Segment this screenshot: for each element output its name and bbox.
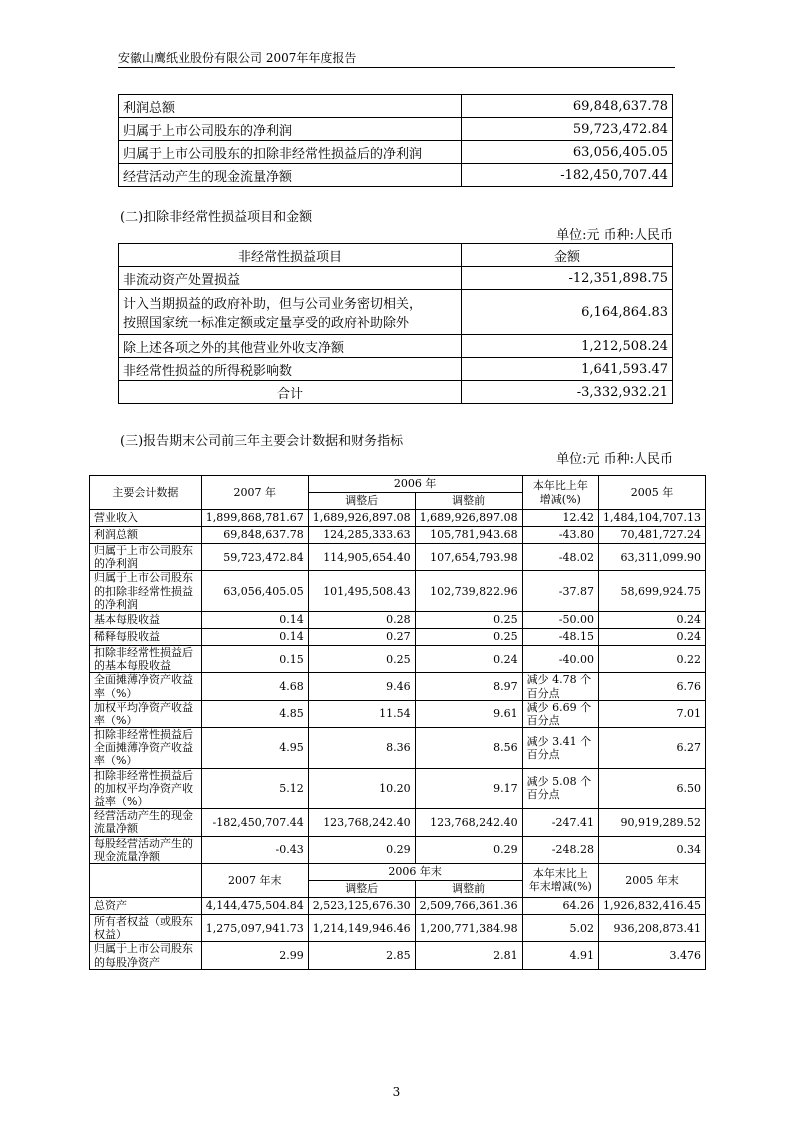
col-header-2005: 2005 年 [599, 476, 706, 510]
row-value: 6,164,864.83 [462, 290, 673, 335]
page-number: 3 [392, 1085, 401, 1099]
table-header [119, 244, 673, 267]
value-change: 12.42 [522, 510, 598, 527]
value-2007: 1,899,868,781.67 [201, 510, 308, 527]
value-2005: 58,699,924.75 [599, 571, 706, 612]
value-2006-before: 1,689,926,897.08 [415, 510, 522, 527]
row-value: 59,723,472.84 [462, 118, 673, 141]
table-row [90, 673, 706, 700]
change-header-line2: 增减(%) [539, 492, 581, 506]
table-row [90, 527, 706, 544]
table-row [90, 809, 706, 836]
value-2006-before: 123,768,242.40 [415, 809, 522, 836]
value-2006-adjusted: 1,689,926,897.08 [308, 510, 415, 527]
row-value: 69,848,637.78 [462, 95, 673, 118]
table-header [90, 476, 706, 493]
table-row [90, 544, 706, 571]
value-2006-adjusted: 0.28 [308, 611, 415, 628]
row-label: 归属于上市公司股东的扣除非经常性损益后的净利润 [119, 141, 462, 164]
value-2007: 63,056,405.05 [201, 571, 308, 612]
row-label: 所有者权益（或股东权益） [90, 914, 202, 941]
table-row [119, 358, 673, 381]
table-row [90, 611, 706, 628]
row-label: 扣除非经常性损益后的加权平均净资产收益率（%） [90, 768, 202, 809]
value-2005: 0.24 [599, 628, 706, 645]
value-2006-adjusted: 114,905,654.40 [308, 544, 415, 571]
value-2006-before: 8.56 [415, 728, 522, 769]
row-label: 全面摊薄净资产收益率（%） [90, 673, 202, 700]
col-header-2007: 2007 年 [201, 476, 308, 510]
table-row [90, 571, 706, 612]
value-2007: 1,275,097,941.73 [201, 914, 308, 941]
row-label: 利润总额 [119, 95, 462, 118]
row-label: 归属于上市公司股东的每股净资产 [90, 942, 202, 969]
value-2007: 4.95 [201, 728, 308, 769]
value-2007: 59,723,472.84 [201, 544, 308, 571]
value-change: -247.41 [522, 809, 598, 836]
table-row [119, 118, 673, 141]
col-header-before-adjust: 调整前 [415, 493, 522, 510]
row-label: 基本每股收益 [90, 611, 202, 628]
value-2005: 70,481,727.24 [599, 527, 706, 544]
row-value: -182,450,707.44 [462, 164, 673, 187]
change-end-header-line1: 本年末比上 [532, 867, 588, 881]
value-change: 减少 5.08 个百分点 [522, 768, 598, 809]
value-2005: 936,208,873.41 [599, 914, 706, 941]
value-change: 减少 4.78 个百分点 [522, 673, 598, 700]
table-row [90, 836, 706, 863]
value-2006-before: 102,739,822.96 [415, 571, 522, 612]
table-header [90, 863, 706, 880]
total-value: -3,332,932.21 [462, 381, 673, 404]
value-2007: -0.43 [201, 836, 308, 863]
value-2006-before: 0.25 [415, 628, 522, 645]
row-value: -12,351,898.75 [462, 267, 673, 290]
value-2007: -182,450,707.44 [201, 809, 308, 836]
value-2007: 5.12 [201, 768, 308, 809]
table-row [119, 95, 673, 118]
value-change: -48.15 [522, 628, 598, 645]
page-header: 安徽山鹰纸业股份有限公司 2007年年度报告 [118, 51, 357, 65]
row-label-line2: 按照国家统一标准定额或定量享受的政府补助除外 [123, 316, 410, 331]
value-2006-adjusted: 1,214,149,946.46 [308, 914, 415, 941]
table-row [90, 768, 706, 809]
value-2007: 69,848,637.78 [201, 527, 308, 544]
value-2006-adjusted: 123,768,242.40 [308, 809, 415, 836]
row-label: 非经常性损益的所得税影响数 [119, 358, 462, 381]
value-2006-before: 0.29 [415, 836, 522, 863]
col-header-change-end [522, 863, 598, 897]
value-2007: 4.85 [201, 700, 308, 727]
row-label: 加权平均净资产收益率（%） [90, 700, 202, 727]
value-2007: 4.68 [201, 673, 308, 700]
table-row [90, 510, 706, 527]
value-2006-adjusted: 11.54 [308, 700, 415, 727]
table-row [90, 645, 706, 672]
value-2007: 4,144,475,504.84 [201, 897, 308, 914]
row-label: 稀释每股收益 [90, 628, 202, 645]
value-2006-before: 105,781,943.68 [415, 527, 522, 544]
value-change: -248.28 [522, 836, 598, 863]
row-label: 总资产 [90, 897, 202, 914]
value-2006-before: 8.97 [415, 673, 522, 700]
table-row [119, 164, 673, 187]
value-2006-adjusted: 101,495,508.43 [308, 571, 415, 612]
row-label: 除上述各项之外的其他营业外收支净额 [119, 335, 462, 358]
value-2007: 0.14 [201, 611, 308, 628]
row-label: 扣除非经常性损益后全面摊薄净资产收益率（%） [90, 728, 202, 769]
value-2006-before: 2,509,766,361.36 [415, 897, 522, 914]
value-2007: 0.15 [201, 645, 308, 672]
section-2-title: (二)扣除非经常性损益项目和金额 [120, 210, 313, 225]
table-row [90, 700, 706, 727]
row-label [119, 290, 462, 335]
value-change: 64.26 [522, 897, 598, 914]
value-2006-before: 9.17 [415, 768, 522, 809]
table-row [119, 290, 673, 335]
value-2005: 6.76 [599, 673, 706, 700]
main-indicators-table [89, 475, 706, 970]
value-2006-adjusted: 2,523,125,676.30 [308, 897, 415, 914]
unit-label: 单位:元 币种:人民币 [556, 452, 673, 467]
value-2005: 1,484,104,707.13 [599, 510, 706, 527]
value-2007: 0.14 [201, 628, 308, 645]
summary-table [118, 94, 673, 187]
value-2007: 2.99 [201, 942, 308, 969]
table-row [119, 141, 673, 164]
value-change: 4.91 [522, 942, 598, 969]
value-2005: 0.22 [599, 645, 706, 672]
col-header-item: 非经常性损益项目 [119, 244, 462, 267]
value-change: -48.02 [522, 544, 598, 571]
value-2006-adjusted: 2.85 [308, 942, 415, 969]
value-2006-before: 0.24 [415, 645, 522, 672]
row-label: 扣除非经常性损益后的基本每股收益 [90, 645, 202, 672]
value-2006-adjusted: 10.20 [308, 768, 415, 809]
col-header-adjusted: 调整后 [308, 880, 415, 897]
value-2006-before: 9.61 [415, 700, 522, 727]
row-label: 营业收入 [90, 510, 202, 527]
col-header-2006-end: 2006 年末 [308, 863, 522, 880]
value-2006-adjusted: 0.29 [308, 836, 415, 863]
value-2005: 0.34 [599, 836, 706, 863]
col-header-amount: 金额 [462, 244, 673, 267]
value-2006-adjusted: 8.36 [308, 728, 415, 769]
table-row [119, 267, 673, 290]
value-change: -37.87 [522, 571, 598, 612]
value-2005: 7.01 [599, 700, 706, 727]
row-value: 1,212,508.24 [462, 335, 673, 358]
row-label-line1: 计入当期损益的政府补助，但与公司业务密切相关， [123, 297, 423, 312]
change-header-line1: 本年比上年 [532, 479, 588, 493]
header-rule [118, 67, 675, 68]
value-2006-before: 1,200,771,384.98 [415, 914, 522, 941]
value-2006-before: 107,654,793.98 [415, 544, 522, 571]
value-2005: 0.24 [599, 611, 706, 628]
col-header-2007-end: 2007 年末 [201, 863, 308, 897]
change-end-header-line2: 年末增减(%) [528, 880, 592, 894]
row-label: 每股经营活动产生的现金流量净额 [90, 836, 202, 863]
value-change: -43.80 [522, 527, 598, 544]
row-label: 归属于上市公司股东的净利润 [90, 544, 202, 571]
nonrecurring-table [118, 243, 673, 404]
row-label: 经营活动产生的现金流量净额 [119, 164, 462, 187]
value-change: -40.00 [522, 645, 598, 672]
value-2005: 6.50 [599, 768, 706, 809]
value-2006-before: 2.81 [415, 942, 522, 969]
section-3-title: (三)报告期末公司前三年主要会计数据和财务指标 [120, 434, 404, 449]
value-2005: 90,919,289.52 [599, 809, 706, 836]
total-label: 合计 [119, 381, 462, 404]
col-header-before-adjust: 调整前 [415, 880, 522, 897]
row-label: 归属于上市公司股东的净利润 [119, 118, 462, 141]
table-row [119, 335, 673, 358]
value-2005: 63,311,099.90 [599, 544, 706, 571]
row-label: 经营活动产生的现金流量净额 [90, 809, 202, 836]
blank-cell [90, 863, 202, 897]
table-row [90, 897, 706, 914]
col-header-2005-end: 2005 年末 [599, 863, 706, 897]
value-change: 5.02 [522, 914, 598, 941]
value-2006-adjusted: 0.25 [308, 645, 415, 672]
col-header-adjusted: 调整后 [308, 493, 415, 510]
value-change: 减少 6.69 个百分点 [522, 700, 598, 727]
value-2005: 3.476 [599, 942, 706, 969]
row-value: 1,641,593.47 [462, 358, 673, 381]
value-change: -50.00 [522, 611, 598, 628]
value-2006-adjusted: 0.27 [308, 628, 415, 645]
table-row [90, 914, 706, 941]
value-2006-adjusted: 9.46 [308, 673, 415, 700]
col-header-item: 主要会计数据 [90, 476, 202, 510]
row-value: 63,056,405.05 [462, 141, 673, 164]
row-label: 利润总额 [90, 527, 202, 544]
value-2006-adjusted: 124,285,333.63 [308, 527, 415, 544]
table-row [90, 728, 706, 769]
value-2005: 1,926,832,416.45 [599, 897, 706, 914]
col-header-change [522, 476, 598, 510]
row-label: 归属于上市公司股东的扣除非经常性损益的净利润 [90, 571, 202, 612]
value-change: 减少 3.41 个百分点 [522, 728, 598, 769]
unit-label: 单位:元 币种:人民币 [556, 228, 673, 243]
value-2005: 6.27 [599, 728, 706, 769]
col-header-2006: 2006 年 [308, 476, 522, 493]
value-2006-before: 0.25 [415, 611, 522, 628]
table-row [90, 628, 706, 645]
table-row [90, 942, 706, 969]
row-label: 非流动资产处置损益 [119, 267, 462, 290]
table-total-row [119, 381, 673, 404]
